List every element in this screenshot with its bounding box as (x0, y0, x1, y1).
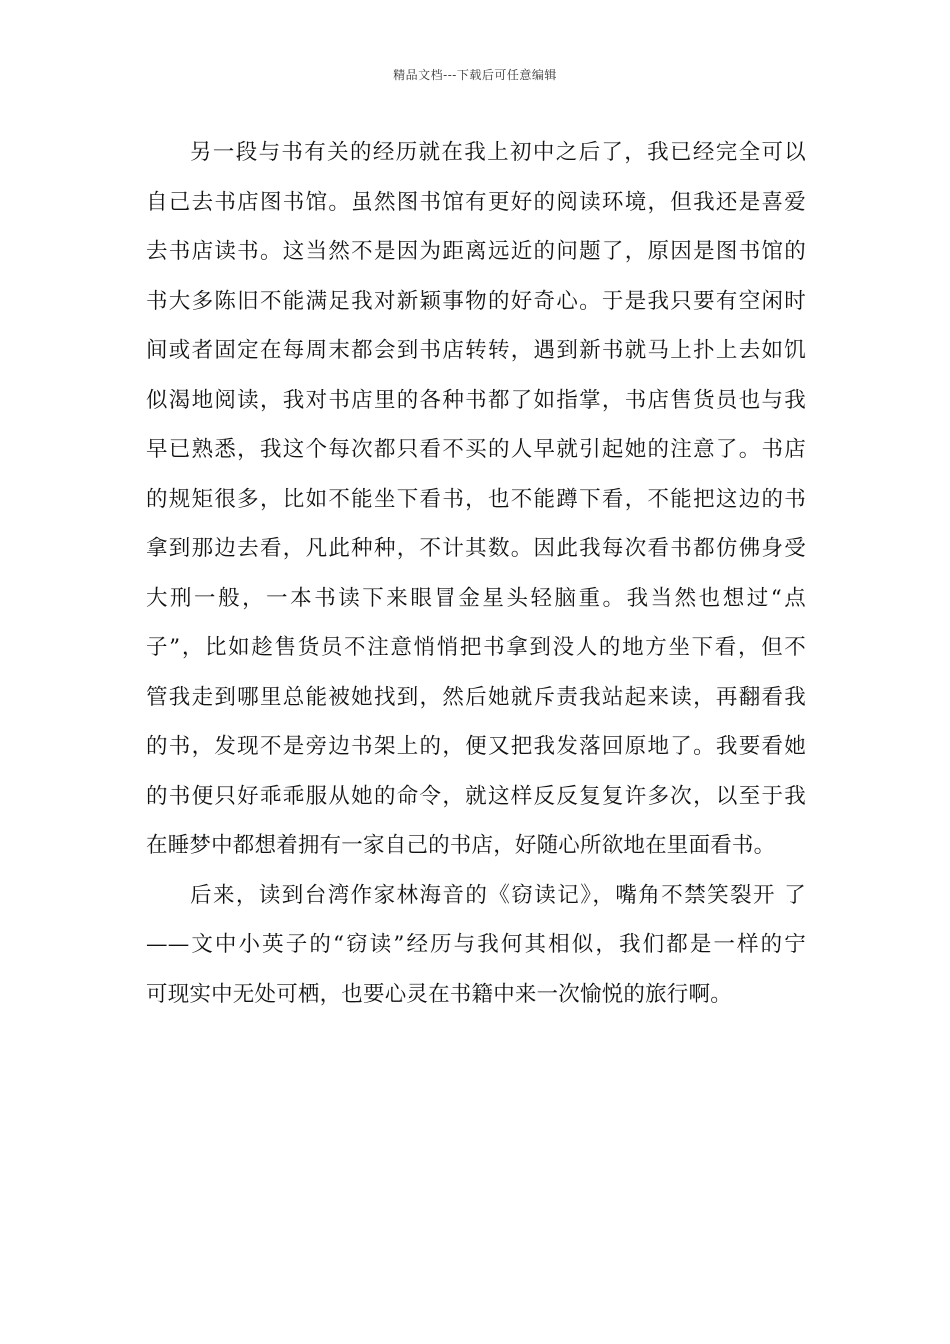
text-line: 后来，读到台湾作家林海音的《窃读记》，嘴角不禁笑裂开 了 (190, 882, 806, 908)
text-line: 的规矩很多，比如不能坐下看书，也不能蹲下看，不能把这边的书 (146, 486, 806, 512)
paragraph-2 (146, 875, 806, 1024)
text-line: 似渴地阅读，我对书店里的各种书都了如指掌，书店售货员也与我 (146, 387, 806, 413)
text-line: 可现实中无处可栖，也要心灵在书籍中来一次愉悦的旅行啊。 (146, 981, 732, 1007)
text-line: 另一段与书有关的经历就在我上初中之后了，我已经完全可以 (190, 140, 806, 165)
text-line: 早已熟悉，我这个每次都只看不买的人早就引起她的注意了。书店 (146, 437, 806, 462)
paragraph-1 (146, 132, 806, 875)
text-line: 自己去书店图书馆。虽然图书馆有更好的阅读环境，但我还是喜爱 (146, 189, 806, 215)
text-line: 大刑一般，一本书读下来眼冒金星头轻脑重。我当然也想过“点 (146, 585, 806, 611)
text-line: 书大多陈旧不能满足我对新颖事物的好奇心。于是我只要有空闲时 (146, 288, 806, 314)
text-line: 管我走到哪里总能被她找到，然后她就斥责我站起来读，再翻看我 (146, 684, 806, 710)
page-header: 精品文档---下载后可任意编辑 (393, 68, 557, 82)
document-body (146, 132, 806, 1023)
text-line: 去书店读书。这当然不是因为距离远近的问题了，原因是图书馆的 (146, 239, 806, 264)
text-line: ——文中小英子的“窃读”经历与我何其相似，我们都是一样的宁 (146, 932, 806, 957)
text-line: 在睡梦中都想着拥有一家自己的书店，好随心所欲地在里面看书。 (146, 833, 776, 858)
text-line: 子”，比如趁售货员不注意悄悄把书拿到没人的地方坐下看，但不 (146, 635, 806, 660)
text-line: 的书，发现不是旁边书架上的，便又把我发落回原地了。我要看她 (146, 734, 806, 759)
text-line: 的书便只好乖乖服从她的命令，就这样反反复复许多次，以至于我 (146, 783, 806, 809)
text-line: 拿到那边去看，凡此种种，不计其数。因此我每次看书都仿佛身受 (146, 536, 806, 561)
text-line: 间或者固定在每周末都会到书店转转，遇到新书就马上扑上去如饥 (146, 338, 806, 363)
